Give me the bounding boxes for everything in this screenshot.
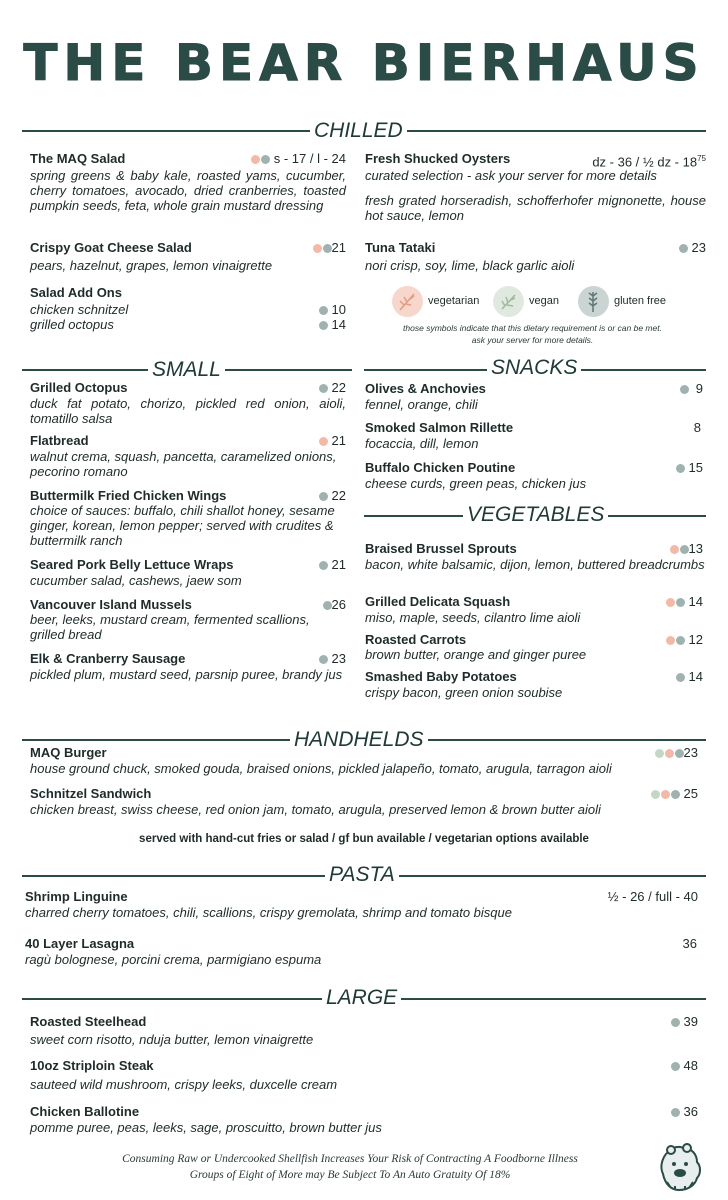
item-price: 21 (290, 433, 346, 449)
legend-note: those symbols indicate that this dietary requirement is or can be met. ask your server for more details. (403, 323, 662, 345)
item-description: crispy bacon, green onion soubise (365, 685, 563, 700)
vegetarian-icon (665, 749, 674, 758)
item-description: curated selection - ask your server for more details (365, 168, 657, 183)
gluten-free-icon (319, 306, 328, 315)
item-name: Chicken Ballotine (30, 1104, 140, 1119)
item-price: 23 (640, 240, 706, 256)
item-name: Smoked Salmon Rillette (365, 420, 514, 435)
item-price: 9 (640, 381, 703, 397)
item-name: Olives & Anchovies (365, 381, 486, 396)
item-price: 22 (290, 380, 346, 396)
gluten-free-icon (680, 545, 689, 554)
item-name: MAQ Burger (30, 745, 107, 760)
item-description: cheese curds, green peas, chicken jus (365, 476, 587, 491)
legend-vegan: vegan (529, 295, 559, 307)
item-name: Salad Add Ons (30, 285, 122, 300)
legend-vegetarian: vegetarian (428, 295, 480, 307)
item-name: Elk & Cranberry Sausage (30, 651, 186, 666)
gluten-free-icon (671, 1108, 680, 1117)
item-price: 8 (693, 420, 701, 435)
addon-label: grilled octopus (30, 317, 114, 332)
section-title-pasta: PASTA (325, 863, 399, 887)
vegetarian-icon (661, 790, 670, 799)
item-description: fresh grated horseradish, schofferhofer mignonette, house hot sauce, lemon (365, 193, 706, 223)
item-description: bacon, white balsamic, dijon, lemon, buttered breadcrumbs (365, 557, 705, 572)
item-name: Schnitzel Sandwich (30, 786, 152, 801)
gluten-free-icon (578, 286, 609, 317)
item-description: brown butter, orange and ginger puree (365, 647, 587, 662)
item-price: 22 (290, 488, 346, 504)
item-description: walnut crema, squash, pancetta, caramelized onions, pecorino romano (30, 449, 337, 479)
section-title-vegetables: VEGETABLES (463, 503, 608, 527)
item-name: Seared Pork Belly Lettuce Wraps (30, 557, 234, 572)
gluten-free-icon (319, 492, 328, 501)
item-price: dz - 36 / ½ dz - $18^{75}$ (592, 154, 706, 170)
item-description: house ground chuck, smoked gouda, braised onions, pickled jalapeño, tomato, arugula, tarragon aioli (30, 761, 612, 776)
item-name: Roasted Carrots (365, 632, 467, 647)
item-description: beer, leeks, mustard cream, fermented scallions, grilled bread (30, 612, 310, 642)
item-name: Grilled Octopus (30, 380, 128, 395)
item-name: Roasted Steelhead (30, 1014, 147, 1029)
served-with-note: served with hand-cut fries or salad / gf bun available / vegetarian options available (139, 833, 589, 845)
vegetarian-icon (670, 545, 679, 554)
item-price: 36 (682, 936, 697, 951)
item-name: Tuna Tataki (365, 240, 436, 255)
item-price: 25 (620, 786, 698, 802)
gluten-free-icon (675, 749, 684, 758)
item-price: 36 (640, 1104, 698, 1120)
gluten-free-icon (671, 1018, 680, 1027)
vegetarian-icon (666, 636, 675, 645)
item-description: ragù bolognese, porcini crema, parmigiano espuma (25, 952, 322, 967)
vegetarian-icon (319, 437, 328, 446)
section-title-small: SMALL (148, 358, 225, 382)
footer-warning: Consuming Raw or Undercooked Shellfish Increases Your Risk of Contracting A Foodborne Illness (122, 1153, 578, 1165)
item-price: ½ - 26 / full - 40 (607, 889, 698, 904)
item-price: 15 (640, 460, 703, 476)
addon-price: 14 (300, 317, 346, 333)
item-price: 13 (640, 541, 703, 557)
item-price: s - 17 / l - 24 (234, 151, 346, 167)
gluten-free-icon (319, 321, 328, 330)
legend-gluten-free: gluten free (614, 295, 666, 307)
item-name: The MAQ Salad (30, 151, 126, 166)
addon-label: chicken schnitzel (30, 302, 129, 317)
item-description: fennel, orange, chili (365, 397, 478, 412)
gluten-free-icon (680, 385, 689, 394)
section-title-large: LARGE (322, 986, 401, 1010)
item-price: 48 (640, 1058, 698, 1074)
gluten-free-icon (676, 673, 685, 682)
vegetarian-icon (313, 244, 322, 253)
item-description: pomme puree, peas, leeks, sage, proscuitto, brown butter jus (30, 1120, 382, 1135)
item-description: miso, maple, seeds, cilantro lime aioli (365, 610, 581, 625)
gluten-free-icon (319, 561, 328, 570)
gluten-free-icon (261, 155, 270, 164)
item-name: Buffalo Chicken Poutine (365, 460, 516, 475)
bear-logo-icon (655, 1140, 705, 1192)
item-description: spring greens & baby kale, roasted yams, cucumber, cherry tomatoes, avocado, dried cranberries, toasted pumpkin seeds, feta, whole grain mustard dressing (30, 168, 346, 213)
section-title-handhelds: HANDHELDS (290, 728, 428, 752)
gluten-free-icon (319, 384, 328, 393)
item-description: charred cherry tomatoes, chili, scallions, crispy gremolata, shrimp and tomato bisque (25, 905, 512, 920)
item-price: 39 (640, 1014, 698, 1030)
item-price: 12 (640, 632, 703, 648)
item-name: Vancouver Island Mussels (30, 597, 192, 612)
section-title-snacks: SNACKS (487, 356, 581, 380)
gluten-free-icon (676, 636, 685, 645)
item-description: nori crisp, soy, lime, black garlic aioli (365, 258, 575, 273)
gluten-free-icon (671, 1062, 680, 1071)
item-name: Grilled Delicata Squash (365, 594, 511, 609)
item-description: sweet corn risotto, nduja butter, lemon vinaigrette (30, 1032, 314, 1047)
item-price: 21 (280, 240, 346, 256)
vegetarian-icon (666, 598, 675, 607)
item-description: choice of sauces: buffalo, chili shallot honey, sesame ginger, korean, lemon pepper; served with crudites & buttermilk ranch (30, 503, 335, 548)
vegetarian-icon (251, 155, 260, 164)
item-name: 40 Layer Lasagna (25, 936, 135, 951)
item-name: Smashed Baby Potatoes (365, 669, 517, 684)
gluten-free-icon (676, 464, 685, 473)
vegan-icon (655, 749, 664, 758)
gluten-free-icon (323, 244, 332, 253)
item-price: 23 (620, 745, 698, 761)
item-name: Buttermilk Fried Chicken Wings (30, 488, 227, 503)
vegetarian-icon (392, 286, 423, 317)
addon-price: 10 (300, 302, 346, 318)
gluten-free-icon (679, 244, 688, 253)
gluten-free-icon (319, 655, 328, 664)
restaurant-title: THE BEAR BIERHAUS (23, 34, 705, 92)
item-name: 10oz Striploin Steak (30, 1058, 154, 1073)
item-price: 26 (290, 597, 346, 613)
item-description: pickled plum, mustard seed, parsnip puree, brandy jus (30, 667, 343, 682)
item-name: Flatbread (30, 433, 89, 448)
section-title-chilled: CHILLED (310, 119, 407, 143)
gluten-free-icon (323, 601, 332, 610)
item-price: 21 (290, 557, 346, 573)
gluten-free-icon (676, 598, 685, 607)
item-name: Braised Brussel Sprouts (365, 541, 517, 556)
item-description: chicken breast, swiss cheese, red onion jam, tomato, arugula, preserved lemon & brown butter aioli (30, 802, 601, 817)
item-description: cucumber salad, cashews, jaew som (30, 573, 242, 588)
vegan-icon (493, 286, 524, 317)
gluten-free-icon (671, 790, 680, 799)
item-name: Crispy Goat Cheese Salad (30, 240, 192, 255)
item-price: 14 (640, 594, 703, 610)
item-price: 14 (640, 669, 703, 685)
vegan-icon (651, 790, 660, 799)
footer-gratuity: Groups of Eight of More may Be Subject To An Auto Gratuity Of 18% (189, 1169, 511, 1181)
item-description: pears, hazelnut, grapes, lemon vinaigrette (30, 258, 273, 273)
item-description: duck fat potato, chorizo, pickled red onion, aioli, tomatillo salsa (30, 396, 346, 426)
item-name: Fresh Shucked Oysters (365, 151, 511, 166)
item-price: 23 (290, 651, 346, 667)
item-description: focaccia, dill, lemon (365, 436, 479, 451)
item-description: sauteed wild mushroom, crispy leeks, duxcelle cream (30, 1077, 338, 1092)
item-name: Shrimp Linguine (25, 889, 128, 904)
